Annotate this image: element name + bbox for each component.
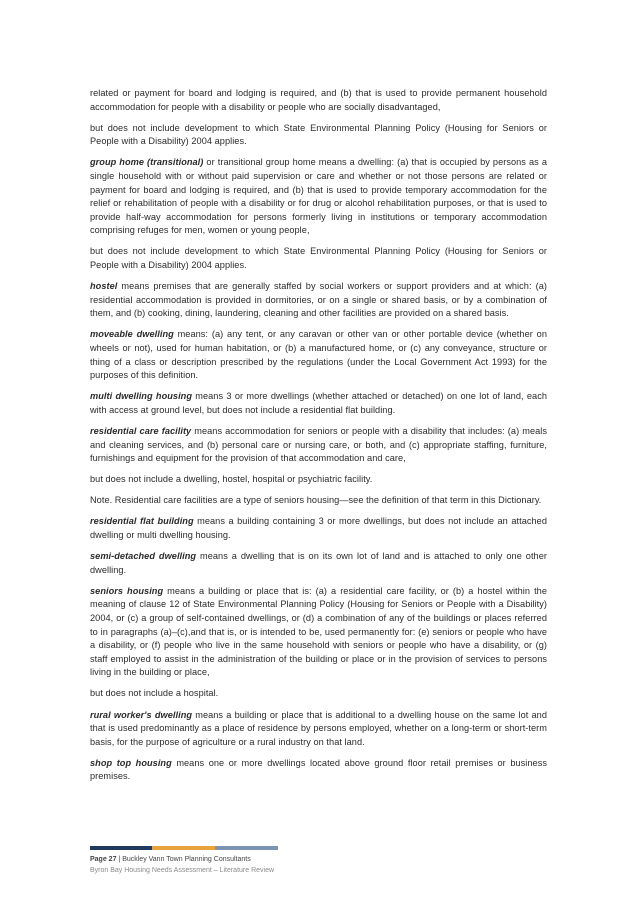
term-label: shop top housing <box>90 757 172 768</box>
paragraph-0: related or payment for board and lodging is required, and (b) that is used to provide permanent household accommodation for people with a disability or people who are socially disadvantaged, <box>90 88 547 112</box>
document-body <box>90 87 547 792</box>
definition-residential-care-facility: residential care facility means accommodation for seniors or people with a disability that includes: (a) meals and cleaning services, and (b) personal care or nursing care, or both, and (c) appropriate staffing, furniture, furnishings and equipment for the provision of that accommodation and care, <box>90 425 547 464</box>
footer-page-info <box>90 856 251 863</box>
term-label: multi dwelling housing <box>90 391 192 402</box>
definition-multi-dwelling-housing: multi dwelling housing means 3 or more dwellings (whether attached or detached) on one lot of land, each with access at ground level, but does not include a residential flat building. <box>90 391 548 415</box>
definition-semi-detached-dwelling: semi-detached dwelling means a dwelling that is on its own lot of land and is attached to only one other dwelling. <box>90 551 547 575</box>
term-label: hostel <box>90 281 118 292</box>
definition-shop-top-housing: shop top housing means one or more dwellings located above ground floor retail premises or business premises. <box>90 757 547 782</box>
paragraph-8: but does not include a dwelling, hostel, hospital or psychiatric facility. <box>90 474 373 485</box>
footer-bar-segment-navy <box>90 846 152 850</box>
paragraph-3: but does not include development to which State Environmental Planning Policy (Housing for Seniors or People with a Disability) 2004 applies. <box>90 246 547 271</box>
definition-hostel: hostel means premises that are generally staffed by social workers or support providers and at which: (a) residential accommodation is provided in dormitories, or on a single or shared basis, or by a combination of them, and (b) cooking, dining, laundering, cleaning and other facilities are provided on a shared basis. <box>90 281 547 319</box>
footer-color-bar <box>90 846 278 850</box>
term-label: semi-detached dwelling <box>90 551 197 562</box>
footer-separator: | <box>116 856 123 863</box>
note-paragraph: Note. Residential care facilities are a type of seniors housing—see the definition of that term in this Dictionary. <box>90 495 542 506</box>
footer-document-title: Byron Bay Housing Needs Assessment – Literature Review <box>90 867 275 874</box>
footer-bar-segment-slate <box>215 846 278 850</box>
paragraph-1: but does not include development to which State Environmental Planning Policy (Housing for Seniors or People with a Disability) 2004 applies. <box>90 122 547 147</box>
definition-moveable-dwelling: moveable dwelling means: (a) any tent, or any caravan or other van or other portable device (whether on wheels or not), used for human habitation, or (b) a manufactured home, or (c) any conveyance, structure or thing of a class or description prescribed by the regulations (under the Local Government Act 1993) for the purposes of this definition. <box>90 329 547 381</box>
definition-seniors-housing: seniors housing means a building or place that is: (a) a residential care facility, or (b) a hostel within the meaning of clause 12 of State Environmental Planning Policy (Housing for Seniors or People with a Disability) 2004, or (c) a group of self-contained dwellings, or (d) a combination of any of the buildings or places referred to in paragraphs (a)–(c),and that is, or is intended to be, used permanently for: (e) seniors or people who have a disability, or (f) people who live in the same household with seniors or people who have a disability, or (g) staff employed to assist in the administration of the building or place or in the provision of services to persons living in the building or place, <box>90 585 547 678</box>
definition-group-home-transitional: group home (transitional) or transitional group home means a dwelling: (a) that is occupied by persons as a single household with or without paid supervision or care and whether or not those persons are related or payment for board and lodging is required, and (b) that is used to provide temporary accommodation for the relief or rehabilitation of people with a disability or for drug or alcohol rehabilitation purposes, or that is used to provide half-way accommodation for persons formerly living in institutions or temporary accommodation comprising refuges for men, women or young people, <box>90 157 547 236</box>
definition-residential-flat-building: residential flat building means a building containing 3 or more dwellings, but does not include an attached dwelling or multi dwelling housing. <box>90 516 547 541</box>
definition-rural-workers-dwelling: rural worker's dwelling means a building or place that is additional to a dwelling house on the same lot and that is used predominantly as a place of residence by persons employed, whether on a long-term or short-term basis, for the purpose of agriculture or a rural industry on that land. <box>90 709 548 747</box>
term-label: moveable dwelling <box>90 329 174 340</box>
term-label: residential care facility <box>90 425 192 436</box>
paragraph-13: but does not include a hospital. <box>90 688 219 699</box>
term-label: seniors housing <box>90 585 164 596</box>
page-number: Page 27 <box>90 856 117 863</box>
footer-bar-segment-orange <box>152 846 215 850</box>
term-label: residential flat building <box>90 516 194 527</box>
company-name: Buckley Vann Town Planning Consultants <box>122 856 251 863</box>
term-label: group home (transitional) <box>90 157 204 168</box>
term-label: rural worker's dwelling <box>90 709 193 720</box>
